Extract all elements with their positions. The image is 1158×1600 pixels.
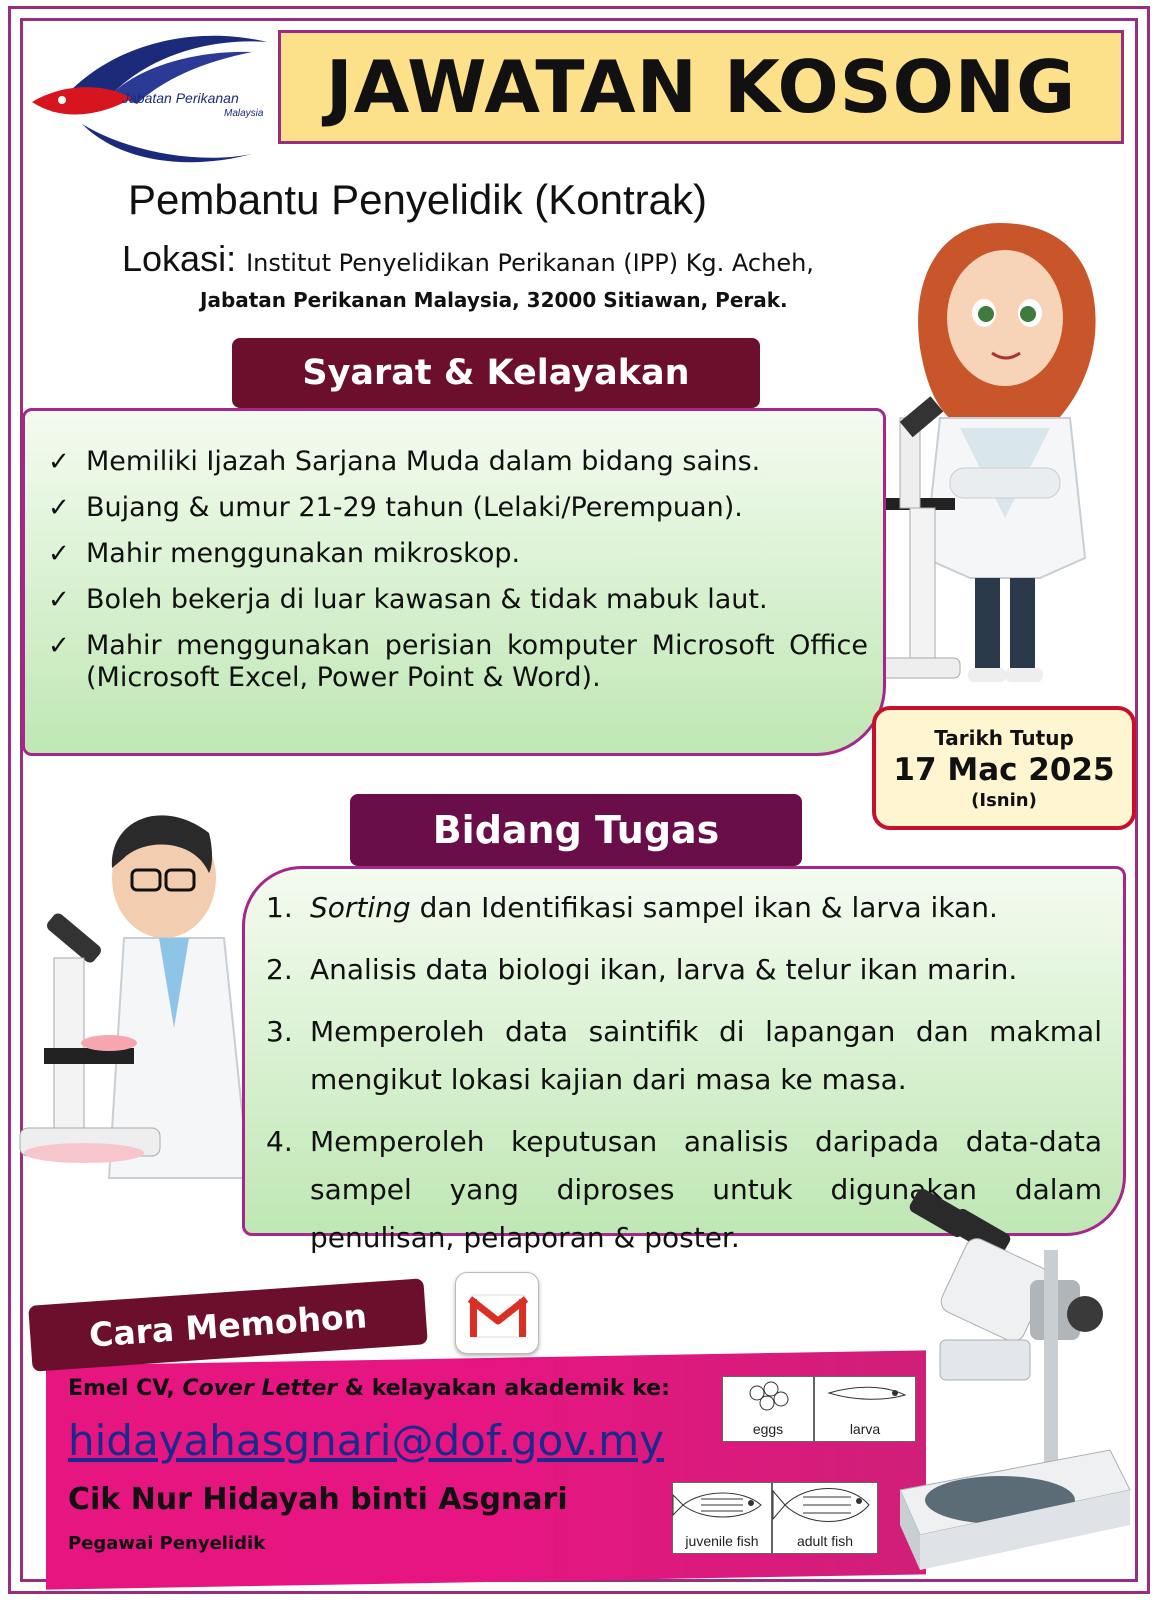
duties-heading: Bidang Tugas bbox=[350, 794, 802, 866]
duty-text: Analisis data biologi ikan, larva & telur ikan marin. bbox=[310, 953, 1018, 986]
duty-text bbox=[310, 884, 1102, 932]
closing-date-badge bbox=[872, 706, 1136, 830]
logo-name-line2: Malaysia bbox=[224, 108, 264, 119]
apply-instruction-italic: Cover Letter bbox=[182, 1376, 338, 1401]
requirements-heading: Syarat & Kelayakan bbox=[232, 338, 760, 408]
list-item bbox=[48, 630, 868, 694]
apply-instruction bbox=[68, 1376, 670, 1401]
list-item bbox=[266, 1008, 1102, 1104]
stage-label: larva bbox=[849, 1421, 881, 1437]
female-scientist-illustration bbox=[880, 218, 1130, 688]
apply-instruction-post: & kelayakan akademik ke: bbox=[337, 1376, 670, 1401]
gmail-icon bbox=[455, 1272, 539, 1354]
duty-number: 2. bbox=[266, 953, 293, 986]
requirement-text: Mahir menggunakan mikroskop. bbox=[86, 538, 521, 569]
email-link[interactable]: hidayahasgnari@dof.gov.my bbox=[68, 1416, 664, 1465]
requirement-text: Mahir menggunakan perisian komputer Microsoft Office (Microsoft Excel, Power Point & Word). bbox=[86, 630, 868, 693]
apply-instruction-pre: Emel CV, bbox=[68, 1376, 183, 1401]
check-icon: ✓ bbox=[48, 447, 70, 477]
apply-heading: Cara Memohon bbox=[28, 1278, 428, 1371]
check-icon: ✓ bbox=[48, 493, 70, 523]
eggs-icon bbox=[723, 1377, 815, 1417]
adult-fish-icon bbox=[773, 1483, 879, 1529]
stage-card-adult bbox=[772, 1482, 878, 1554]
duty-text: Memperoleh keputusan analisis daripada data-data sampel yang diproses untuk digunakan dalam penulisan, pelaporan & poster. bbox=[310, 1125, 1102, 1254]
stage-label: adult fish bbox=[796, 1533, 854, 1549]
location-address-2: Jabatan Perikanan Malaysia, 32000 Sitiawan, Perak. bbox=[200, 288, 788, 312]
list-item bbox=[48, 584, 868, 616]
location-label: Lokasi: bbox=[122, 238, 237, 279]
duty-italic-text: Sorting bbox=[310, 891, 411, 924]
contact-name: Cik Nur Hidayah binti Asgnari bbox=[68, 1482, 568, 1517]
duty-number: 3. bbox=[266, 1015, 293, 1048]
check-icon: ✓ bbox=[48, 631, 70, 661]
closing-date: 17 Mac 2025 bbox=[893, 751, 1115, 788]
stereo-microscope-illustration bbox=[880, 1190, 1130, 1585]
list-item bbox=[48, 538, 868, 570]
check-icon: ✓ bbox=[48, 585, 70, 615]
list-item bbox=[48, 492, 868, 524]
closing-day: (Isnin) bbox=[971, 789, 1037, 811]
location-line-1 bbox=[122, 238, 814, 280]
title-banner bbox=[278, 30, 1124, 144]
requirement-text: Boleh bekerja di luar kawasan & tidak mabuk laut. bbox=[86, 584, 768, 615]
requirements-list bbox=[48, 446, 868, 708]
logo-name-line1: Jabatan Perikanan bbox=[122, 90, 239, 106]
duty-number: 4. bbox=[266, 1125, 293, 1158]
stage-card-eggs bbox=[722, 1376, 814, 1442]
contact-role: Pegawai Penyelidik bbox=[68, 1533, 266, 1554]
stage-label: juvenile fish bbox=[685, 1533, 759, 1549]
list-item bbox=[266, 884, 1102, 932]
list-item bbox=[48, 446, 868, 478]
duty-body-text: dan Identifikasi sampel ikan & larva ikan. bbox=[410, 891, 998, 924]
closing-date-label: Tarikh Tutup bbox=[934, 725, 1074, 750]
stage-card-juvenile bbox=[672, 1482, 772, 1554]
job-title: Pembantu Penyelidik (Kontrak) bbox=[128, 176, 707, 223]
juvenile-fish-icon bbox=[673, 1483, 773, 1529]
check-icon: ✓ bbox=[48, 539, 70, 569]
gmail-logo-icon bbox=[456, 1273, 540, 1355]
duty-text: Memperoleh data saintifik di lapangan dan makmal mengikut lokasi kajian dari masa ke masa. bbox=[310, 1015, 1102, 1096]
stage-label: eggs bbox=[752, 1421, 784, 1437]
location-address-1: Institut Penyelidikan Perikanan (IPP) Kg. Acheh, bbox=[246, 249, 814, 277]
male-scientist-illustration bbox=[14, 798, 264, 1188]
requirement-text: Memiliki Ijazah Sarjana Muda dalam bidang sains. bbox=[86, 446, 761, 477]
page-title: JAWATAN KOSONG bbox=[325, 45, 1077, 129]
duty-number: 1. bbox=[266, 891, 293, 924]
list-item bbox=[266, 946, 1102, 994]
requirement-text: Bujang & umur 21-29 tahun (Lelaki/Perempuan). bbox=[86, 492, 743, 523]
